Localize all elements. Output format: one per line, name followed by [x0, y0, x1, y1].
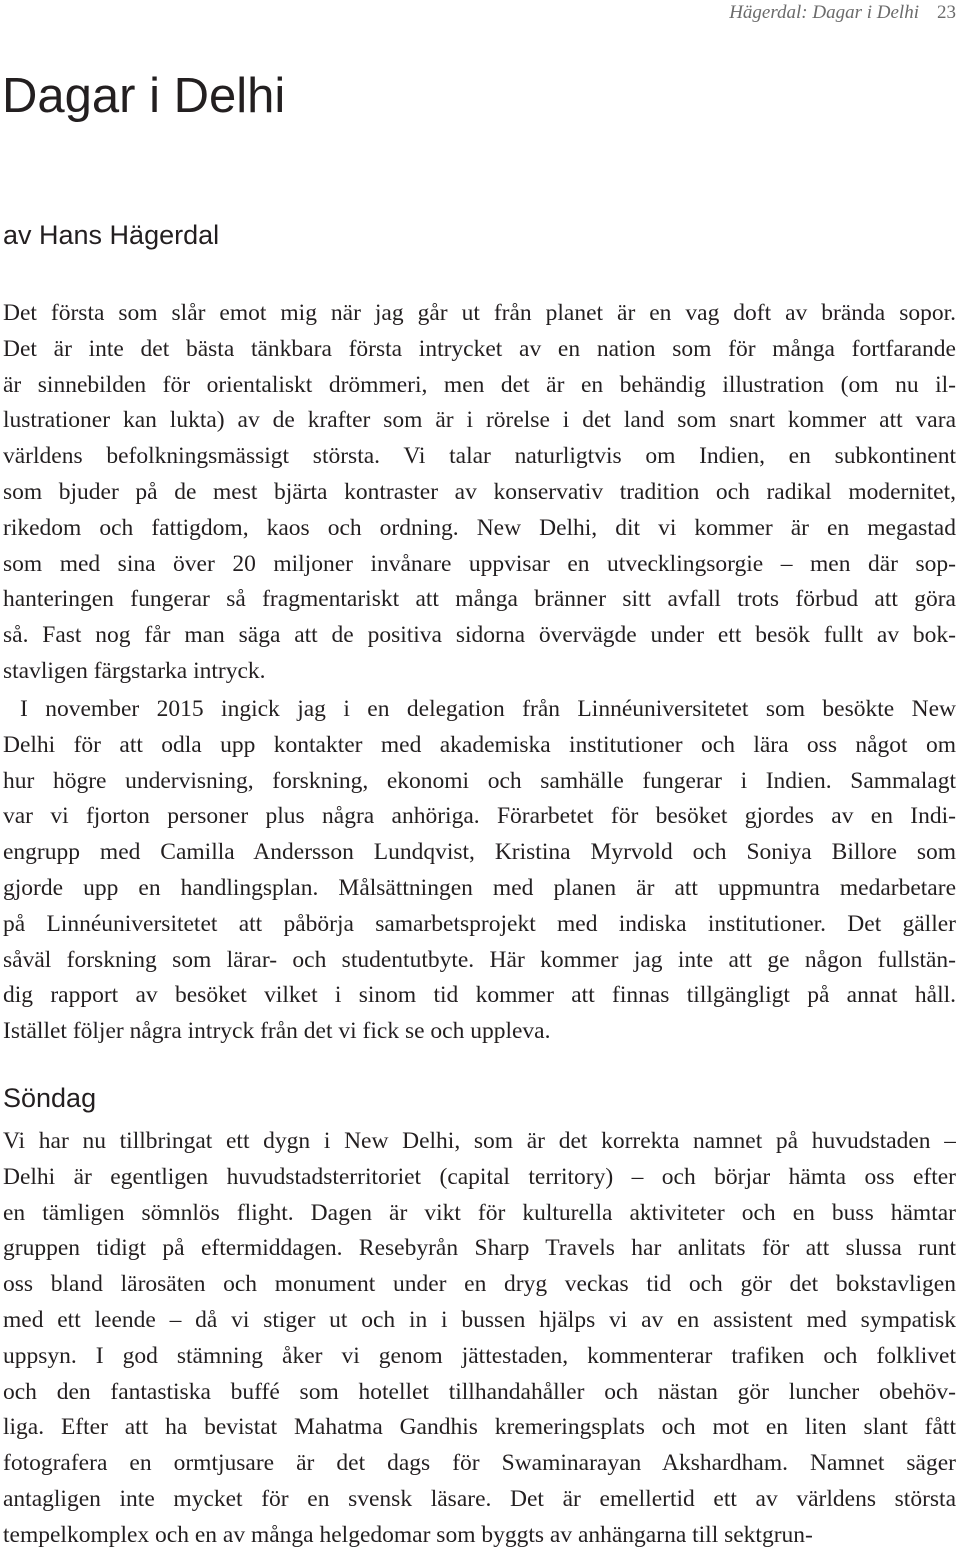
text-line: hanteringen fungerar så fragmentariskt att många bränner sitt avfall trots förbud att göra	[3, 586, 956, 613]
text-line: Vi har nu tillbringat ett dygn i New Delhi, som är det korrekta namnet på huvudstaden –	[3, 1128, 956, 1154]
text-line: såväl forskning som lärar- och studentutbyte. Här kommer jag inte att ge någon fullstän-	[3, 946, 956, 973]
text-line: Det första som slår emot mig när jag går ut från planet är en vag doft av brända sopor.	[3, 300, 956, 326]
text-line: dig rapport av besöket vilket i sinom tid kommer att finnas tillgängligt på annat håll.	[3, 982, 956, 1009]
text-line: gruppen tidigt på eftermiddagen. Resebyrån Sharp Travels har anlitats för att slussa runt	[3, 1235, 956, 1262]
text-line: var vi fjorton personer plus några anhöriga. Förarbetet för besöket gjordes av en Indi-	[3, 803, 956, 830]
article-title: Dagar i Delhi	[2, 69, 286, 123]
text-line: uppsyn. I god stämning åker vi genom jättestaden, kommenterar trafiken och folklivet	[3, 1342, 956, 1369]
text-line: liga. Efter att ha bevistat Mahatma Gandhis kremeringsplats och mot en liten slant fått	[3, 1414, 956, 1441]
text-line: lustrationer kan lukta) av de krafter som är i rörelse i det land som snart kommer att vara	[3, 407, 956, 434]
text-line: antagligen inte mycket för en svensk läsare. Det är emellertid ett av världens största	[3, 1485, 956, 1512]
text-line: en tämligen sömnlös flight. Dagen är vikt för kulturella aktiviteter och en buss hämtar	[3, 1199, 956, 1226]
text-line: oss bland lärosäten och monument under en dryg veckas tid och gör det bokstavligen	[3, 1271, 956, 1298]
text-line: stavligen färgstarka intryck.	[3, 657, 266, 684]
text-line: så. Fast nog får man säga att de positiva sidorna övervägde under ett besök fullt av bok-	[3, 622, 956, 649]
running-header	[729, 2, 956, 24]
paragraph-intro	[3, 296, 956, 690]
text-line: tempelkomplex och en av många helgedomar som byggts av anhängarna till sektgrun-	[3, 1521, 813, 1548]
running-title: Hägerdal: Dagar i Delhi	[729, 2, 919, 23]
text-line: Det är inte det bästa tänkbara första intrycket av en nation som för många fortfarande	[3, 335, 956, 362]
text-line: världens befolkningsmässigt största. Vi talar naturligtvis om Indien, en subkontinent	[3, 443, 956, 470]
text-line: Delhi för att odla upp kontakter med akademiska institutioner och lära oss något om	[3, 731, 956, 758]
page-number: 23	[937, 2, 956, 23]
paragraph-sondag	[3, 1124, 956, 1554]
text-line: I november 2015 ingick jag i en delegation från Linnéuniversitetet som besökte New	[20, 696, 956, 722]
text-line: på Linnéuniversitetet att påbörja samarbetsprojekt med indiska institutioner. Det gäller	[3, 910, 956, 937]
text-line: fotografera en ormtjusare är det dags för Swaminarayan Akshardham. Namnet säger	[3, 1450, 956, 1477]
text-line: är sinnebilden för orientaliskt drömmeri, men det är en behändig illustration (om nu il-	[3, 371, 956, 398]
text-line: som bjuder på de mest bjärta kontraster av konservativ tradition och radikal modernitet,	[3, 478, 956, 505]
article-byline: av Hans Hägerdal	[3, 220, 220, 250]
text-line: rikedom och fattigdom, kaos och ordning. New Delhi, dit vi kommer är en megastad	[3, 514, 956, 541]
text-line: gjorde upp en handlingsplan. Målsättningen med planen är att uppmuntra medarbetare	[3, 874, 956, 901]
text-line: med ett leende – då vi stiger ut och in i bussen hjälps vi av en assistent med sympatisk	[3, 1306, 956, 1333]
section-heading-sondag: Söndag	[3, 1083, 97, 1113]
text-line: hur högre undervisning, forskning, ekonomi och samhälle fungerar i Indien. Sammalagt	[3, 767, 956, 794]
text-line: Istället följer några intryck från det vi fick se och uppleva.	[3, 1018, 551, 1045]
text-line: engrupp med Camilla Andersson Lundqvist, Kristina Myrvold och Soniya Billore som	[3, 839, 956, 866]
text-line: Delhi är egentligen huvudstadsterritoriet (capital territory) – och börjar hämta oss efter	[3, 1163, 956, 1190]
paragraph-delegation	[3, 692, 956, 1050]
text-line: som med sina över 20 miljoner invånare uppvisar en utvecklingsorgie – men där sop-	[3, 550, 956, 577]
text-line: och den fantastiska buffé som hotellet tillhandahåller och nästan gör luncher obehöv-	[3, 1378, 956, 1405]
